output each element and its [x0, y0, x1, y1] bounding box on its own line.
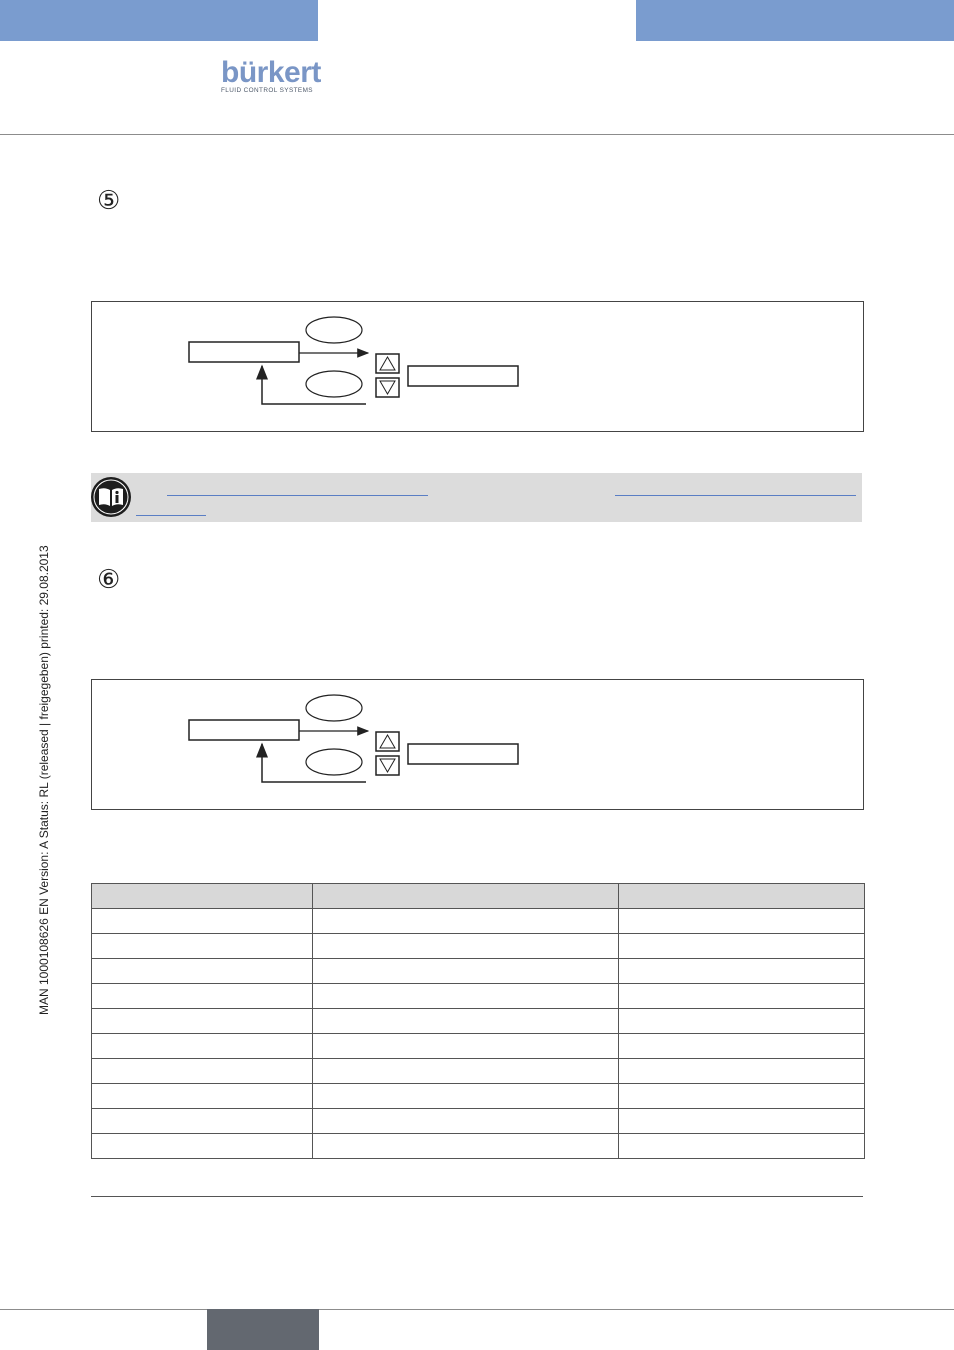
- table-cell: [619, 1059, 865, 1084]
- table-cell: [313, 934, 619, 959]
- table-cell: [619, 1034, 865, 1059]
- menu-item-box: [189, 342, 299, 362]
- menu-diagram-6: [91, 679, 864, 810]
- table-cell: [92, 1059, 313, 1084]
- table-row: [92, 1034, 865, 1059]
- step-number-6: ⑥: [97, 565, 121, 595]
- table-cell: [619, 909, 865, 934]
- table-cell: [92, 959, 313, 984]
- table-row: [92, 1059, 865, 1084]
- table-row: [92, 1009, 865, 1034]
- brand-tagline: FLUID CONTROL SYSTEMS: [221, 87, 313, 94]
- note-link-3[interactable]: [136, 515, 206, 516]
- table-header-row: [92, 884, 865, 909]
- table-cell: [313, 1084, 619, 1109]
- table-cell: [313, 959, 619, 984]
- table-cell: [619, 934, 865, 959]
- header-bar-right: [636, 0, 954, 41]
- note-link-2[interactable]: [615, 495, 856, 496]
- table-cell: [619, 1134, 865, 1159]
- data-table: [91, 883, 865, 1159]
- table-cell: [92, 984, 313, 1009]
- table-row: [92, 959, 865, 984]
- header-bar-left: [0, 0, 318, 41]
- note-link-1[interactable]: [167, 495, 428, 496]
- table-cell: [92, 1034, 313, 1059]
- diagram-svg-6: [92, 680, 863, 809]
- footer-divider-upper: [91, 1196, 863, 1197]
- value-box: [408, 366, 518, 386]
- table-cell: [92, 1084, 313, 1109]
- table-cell: [92, 1009, 313, 1034]
- table-row: [92, 984, 865, 1009]
- brand-logo: bürkert: [221, 56, 321, 89]
- table-cell: [619, 1009, 865, 1034]
- table-cell: [313, 1059, 619, 1084]
- table-row: [92, 1134, 865, 1159]
- table-cell: [313, 909, 619, 934]
- document-info: MAN 1000108626 EN Version: A Status: RL (released | freigegeben) printed: 29.08.2013: [37, 545, 51, 1015]
- table-cell: [313, 1109, 619, 1134]
- footer-divider: [0, 1309, 954, 1310]
- table-cell: [92, 934, 313, 959]
- header-divider: [0, 134, 954, 135]
- table-row: [92, 1109, 865, 1134]
- diagram-svg-5: [92, 302, 863, 431]
- value-box: [408, 744, 518, 764]
- info-book-icon: [90, 476, 132, 518]
- table-row: [92, 1084, 865, 1109]
- table-row: [92, 909, 865, 934]
- table-row: [92, 934, 865, 959]
- table-cell: [313, 984, 619, 1009]
- table-cell: [619, 1084, 865, 1109]
- enter-key-oval: [306, 317, 362, 343]
- enter-key-oval: [306, 695, 362, 721]
- table-cell: [619, 1109, 865, 1134]
- table-cell: [92, 1134, 313, 1159]
- table-cell: [313, 1034, 619, 1059]
- table-cell: [619, 959, 865, 984]
- table-cell: [92, 909, 313, 934]
- table-header-cell: [619, 884, 865, 909]
- table-header-cell: [92, 884, 313, 909]
- esc-key-oval: [306, 371, 362, 397]
- table-header-cell: [313, 884, 619, 909]
- menu-diagram-5: [91, 301, 864, 432]
- footer-page-tab: [207, 1309, 319, 1350]
- esc-key-oval: [306, 749, 362, 775]
- step-number-5: ⑤: [97, 186, 121, 216]
- table-cell: [619, 984, 865, 1009]
- note-box: [91, 473, 862, 522]
- table-cell: [313, 1009, 619, 1034]
- menu-item-box: [189, 720, 299, 740]
- table-cell: [313, 1134, 619, 1159]
- table-cell: [92, 1109, 313, 1134]
